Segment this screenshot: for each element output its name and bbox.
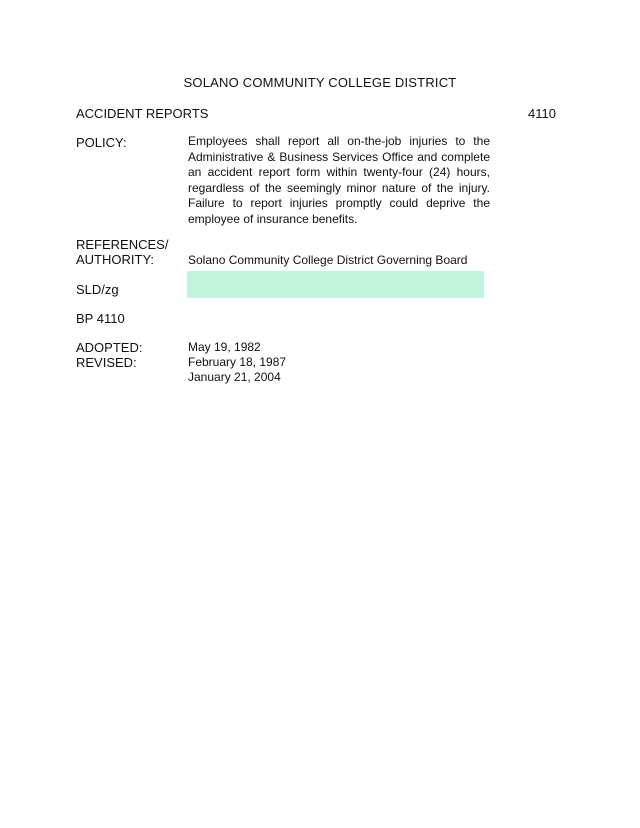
revised-label: REVISED: — [76, 355, 137, 370]
revised-date-2: January 21, 2004 — [188, 370, 281, 384]
authority-label: AUTHORITY: — [76, 252, 155, 267]
section-title: ACCIDENT REPORTS — [76, 106, 209, 121]
adopted-date: May 19, 1982 — [188, 340, 261, 354]
district-title: SOLANO COMMUNITY COLLEGE DISTRICT — [183, 75, 457, 90]
revised-date-1: February 18, 1987 — [188, 355, 287, 369]
references-label: REFERENCES/ — [76, 237, 169, 252]
policy-number: 4110 — [528, 106, 556, 121]
highlight-box — [187, 271, 484, 298]
initials: SLD/zg — [76, 282, 119, 297]
policy-text: Employees shall report all on-the-job injuries to the Administrative & Business Services Office and complete an accident report form within twenty-four (24) hours, regardless of the seemingly minor nature of the injury. Failure to report injuries promptly could deprive the employee of insurance benefits. — [188, 134, 490, 226]
bp-number: BP 4110 — [76, 311, 125, 326]
adopted-label: ADOPTED: — [76, 340, 143, 355]
references-value: Solano Community College District Governing Board — [188, 253, 468, 267]
policy-label: POLICY: — [76, 135, 127, 150]
